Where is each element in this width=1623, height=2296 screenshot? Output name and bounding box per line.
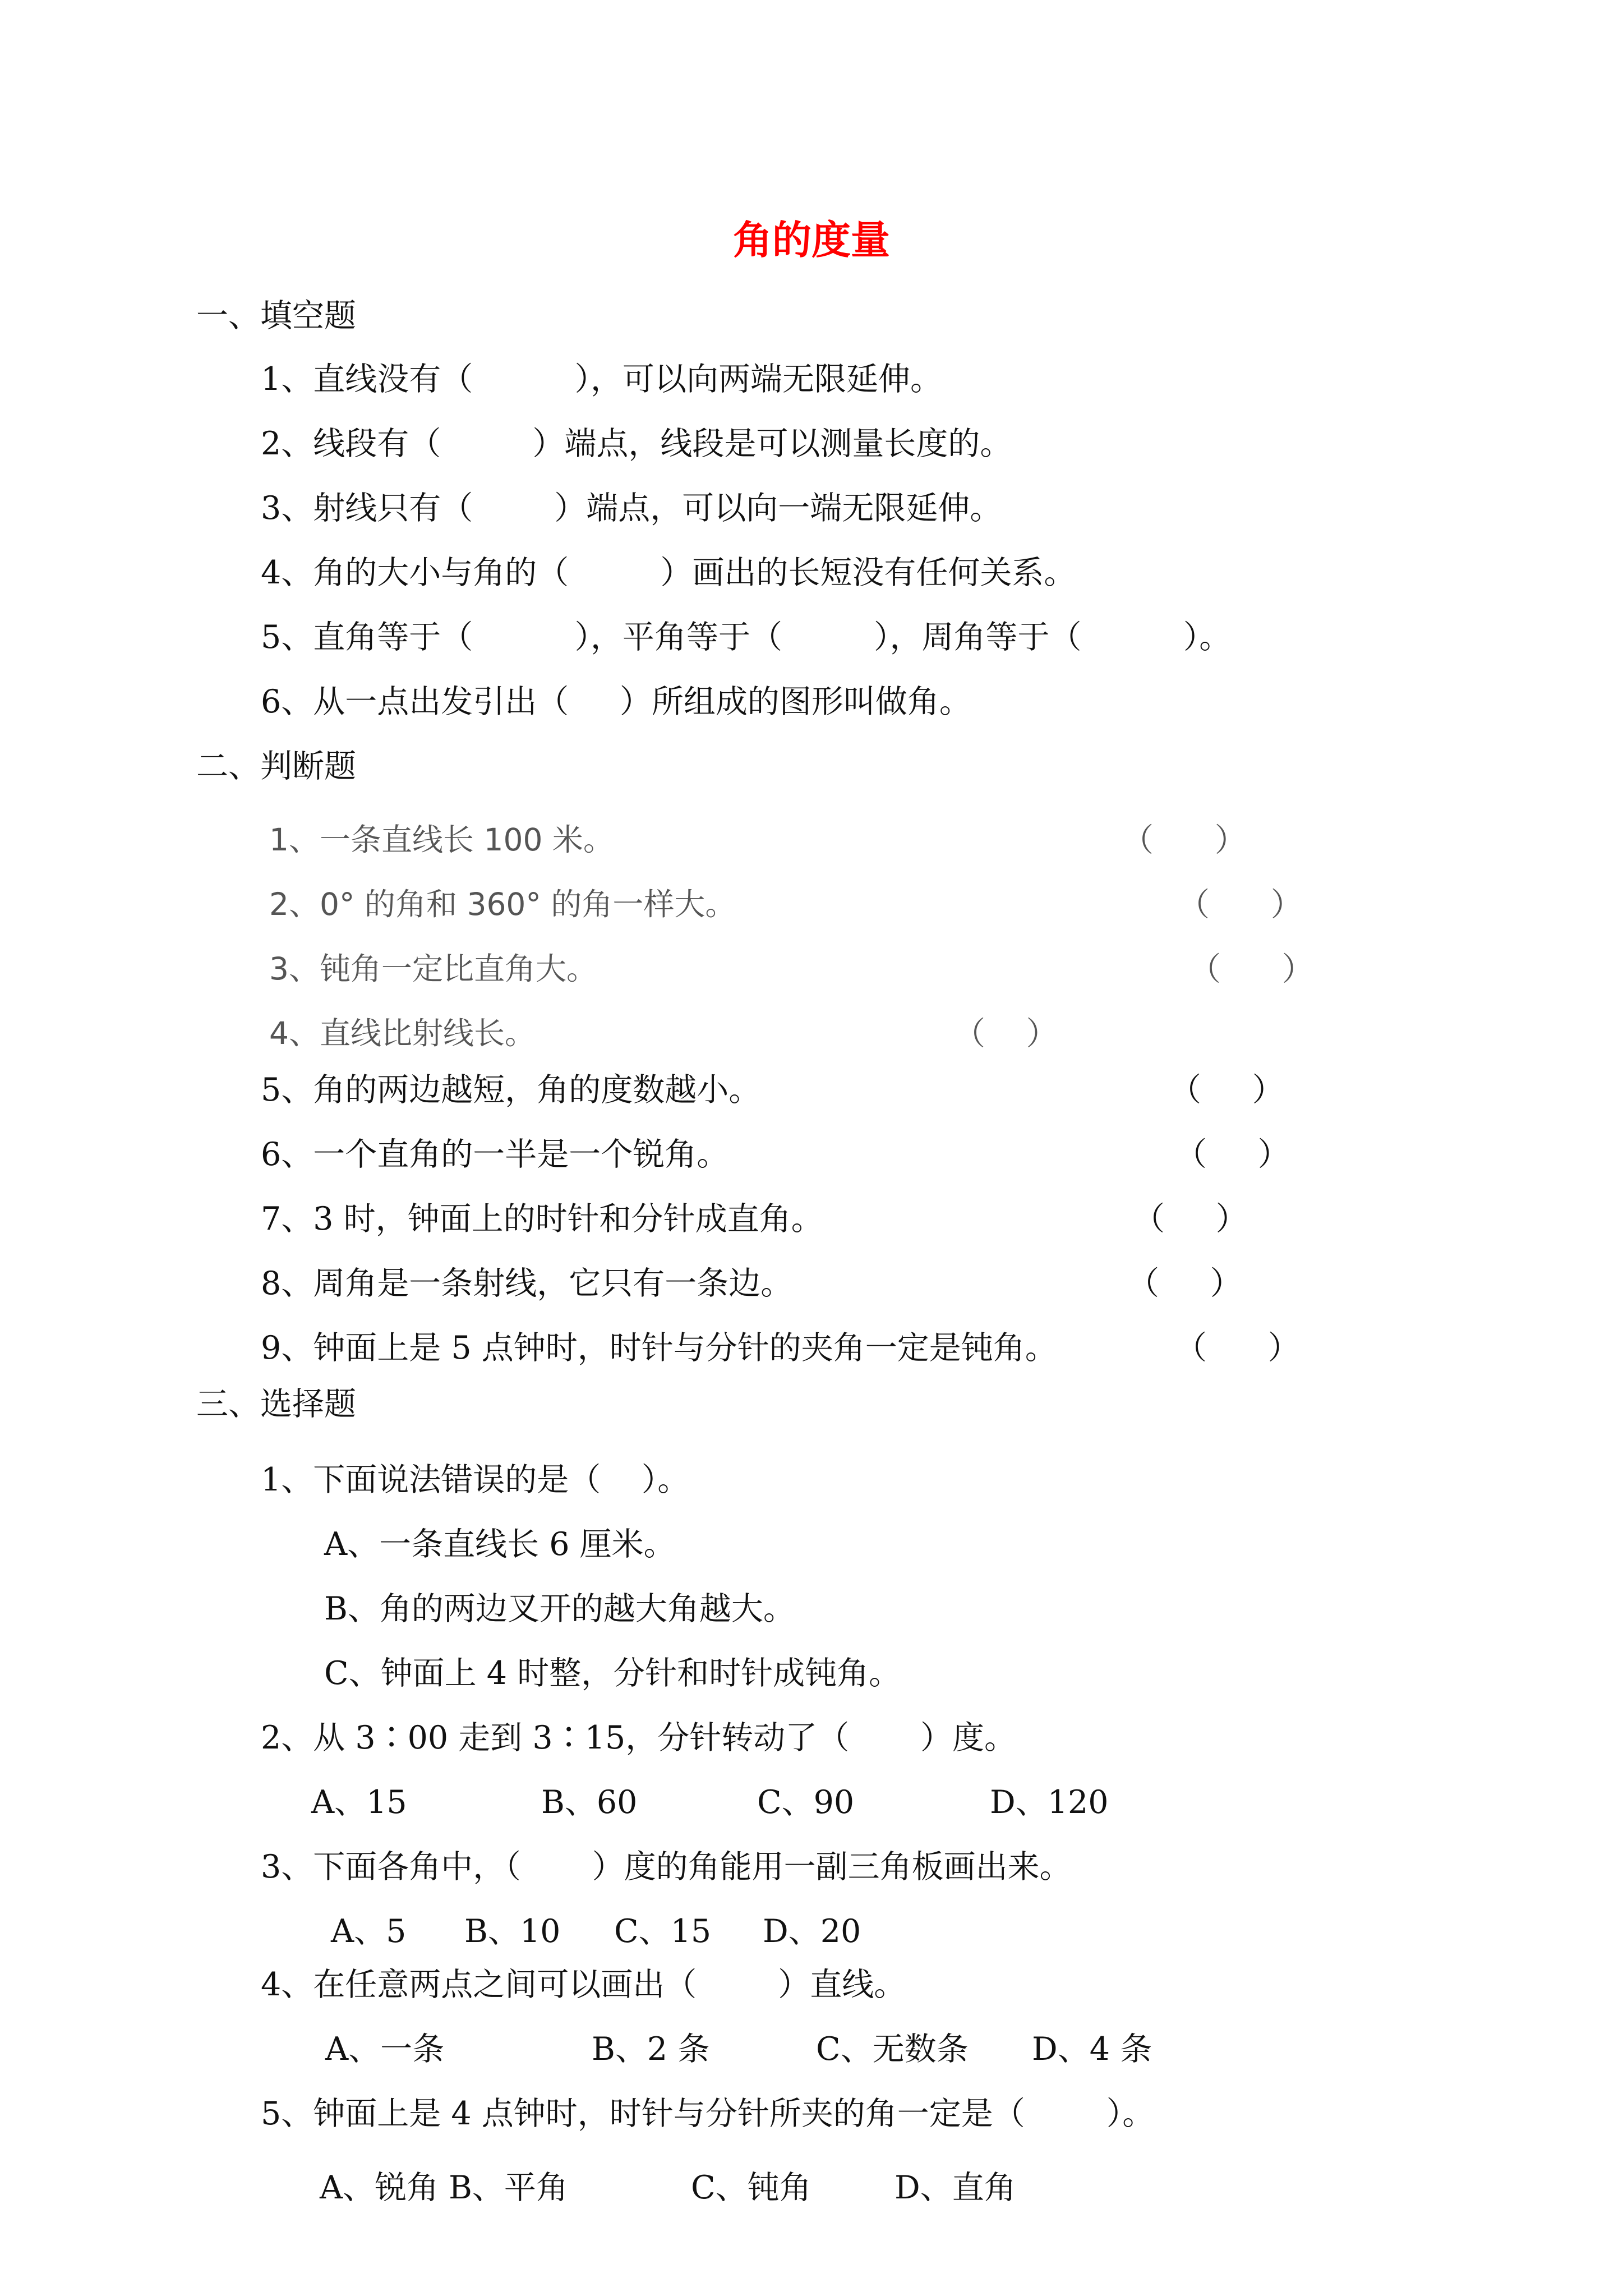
choice-q3-option-c: C、15 — [614, 1913, 712, 1950]
choice-q4-option-d: D、4 条 — [1032, 2031, 1152, 2068]
choice-q5-option-b: B、平角 — [449, 2169, 568, 2206]
choice-q2-option-c: C、90 — [757, 1784, 855, 1821]
judge-answer-2: （ ） — [1178, 886, 1303, 923]
judge-question-2: 2、0° 的角和 360° 的角一样大。 — [269, 886, 736, 922]
choice-q1-option-b: B、角的两边叉开的越大角越大。 — [324, 1590, 795, 1627]
judge-question-9: 9、钟面上是 5 点钟时，时针与分针的夹角一定是钝角。 — [261, 1329, 1057, 1366]
section-heading-judge: 二、判断题 — [196, 748, 356, 785]
judge-question-5: 5、角的两边越短，角的度数越小。 — [261, 1071, 761, 1108]
choice-q1-option-c: C、钟面上 4 时整，分针和时针成钝角。 — [324, 1655, 901, 1692]
fill-question-5: 5、直角等于（ ），平角等于（ ），周角等于（ ）。 — [261, 619, 1232, 656]
choice-question-1: 1、下面说法错误的是（ ）。 — [261, 1461, 690, 1498]
fill-question-6: 6、从一点出发引出（ ）所组成的图形叫做角。 — [261, 683, 971, 720]
fill-question-3: 3、射线只有（ ）端点，可以向一端无限延伸。 — [261, 490, 1002, 527]
judge-answer-7: （ ） — [1133, 1200, 1248, 1237]
choice-q2-option-b: B、60 — [541, 1784, 638, 1821]
judge-question-4: 4、直线比射线长。 — [269, 1015, 536, 1051]
judge-answer-5: （ ） — [1169, 1071, 1284, 1108]
choice-q2-option-a: A、15 — [311, 1784, 407, 1821]
fill-question-1: 1、直线没有（ ），可以向两端无限延伸。 — [261, 361, 942, 398]
choice-q3-option-d: D、20 — [763, 1913, 861, 1950]
judge-question-3: 3、钝角一定比直角大。 — [269, 951, 597, 987]
judge-question-1: 1、一条直线长 100 米。 — [269, 822, 614, 858]
choice-q3-option-a: A、5 — [331, 1913, 407, 1950]
judge-answer-6: （ ） — [1175, 1136, 1290, 1173]
judge-question-8: 8、周角是一条射线，它只有一条边。 — [261, 1265, 793, 1302]
judge-answer-9: （ ） — [1175, 1329, 1300, 1366]
choice-question-5: 5、钟面上是 4 点钟时，时针与分针所夹的角一定是（ ）。 — [261, 2095, 1155, 2132]
choice-q5-option-a: A、锐角 — [320, 2169, 439, 2206]
judge-question-7: 7、3 时，钟面上的时针和分针成直角。 — [261, 1200, 823, 1237]
choice-q4-option-b: B、2 条 — [592, 2031, 710, 2068]
fill-question-4: 4、角的大小与角的（ ）画出的长短没有任何关系。 — [261, 554, 1076, 591]
choice-q1-option-a: A、一条直线长 6 厘米。 — [324, 1526, 676, 1563]
choice-q3-option-b: B、10 — [464, 1913, 561, 1950]
choice-q4-option-a: A、一条 — [325, 2031, 445, 2068]
page-title: 角的度量 — [733, 217, 890, 263]
choice-q4-option-c: C、无数条 — [816, 2031, 969, 2068]
section-heading-fill: 一、填空题 — [196, 297, 356, 334]
judge-answer-3: （ ） — [1189, 951, 1314, 988]
judge-question-6: 6、一个直角的一半是一个锐角。 — [261, 1136, 729, 1173]
choice-question-3: 3、下面各角中，（ ）度的角能用一副三角板画出来。 — [261, 1848, 1072, 1885]
judge-answer-4: （ ） — [953, 1015, 1058, 1052]
choice-q2-option-d: D、120 — [990, 1784, 1109, 1821]
choice-question-2: 2、从 3∶00 走到 3∶15，分针转动了（ ）度。 — [261, 1719, 1017, 1756]
judge-answer-1: （ ） — [1122, 822, 1247, 859]
fill-question-2: 2、线段有（ ）端点，线段是可以测量长度的。 — [261, 425, 1012, 462]
judge-answer-8: （ ） — [1127, 1265, 1242, 1302]
section-heading-choice: 三、选择题 — [196, 1386, 356, 1423]
choice-q5-option-c: C、钝角 — [691, 2169, 811, 2206]
choice-q5-option-d: D、直角 — [895, 2169, 1016, 2206]
choice-question-4: 4、在任意两点之间可以画出（ ）直线。 — [261, 1966, 906, 2003]
